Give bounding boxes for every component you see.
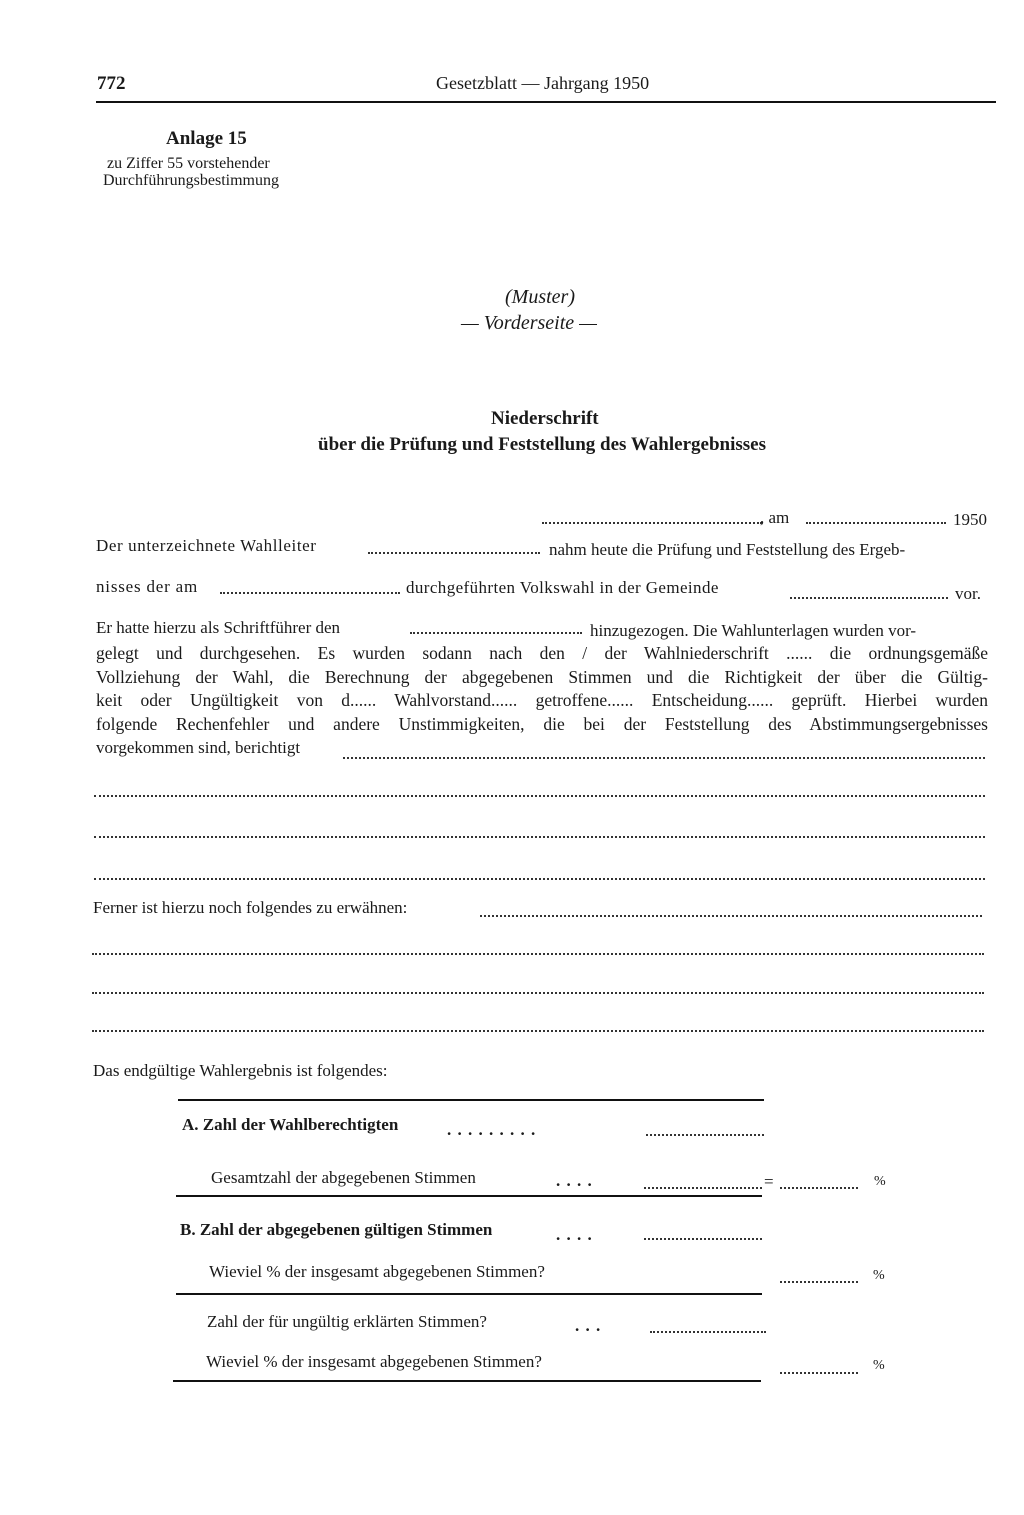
page-number: 772: [97, 73, 126, 94]
corrections-field-3[interactable]: [94, 836, 985, 838]
section-a-label: A. Zahl der Wahlberechtigten: [182, 1115, 399, 1134]
section-b-label: B. Zahl der abgegebenen gültigen Stimmen: [180, 1220, 493, 1239]
remarks-field-3[interactable]: [92, 992, 984, 994]
body-line-8: vorgekommen sind, berichtigt: [96, 738, 301, 757]
valid-percent-label: Wieviel % der insgesamt abgegebenen Stimmen?: [209, 1262, 545, 1281]
annex-line-2: Durchführungsbestimmung: [103, 172, 279, 189]
document-subtitle: über die Prüfung und Feststellung des Wahlergebnisses: [318, 434, 766, 455]
eligible-voters-field[interactable]: [646, 1134, 764, 1136]
body-line-2c: vor.: [955, 584, 981, 603]
total-equals-sign: =: [764, 1172, 774, 1191]
invalid-percent-label: Wieviel % der insgesamt abgegebenen Stimmen?: [206, 1352, 542, 1371]
secretary-field[interactable]: [410, 632, 582, 634]
body-line-6: keit oder Ungültigkeit von d...... Wahlvorstand...... getroffene...... Entscheidung...... geprüft. Hierbei wurden: [96, 690, 988, 710]
total-percent-sign: %: [874, 1174, 886, 1189]
document-title: Niederschrift: [491, 408, 599, 429]
result-rule-top: [178, 1099, 764, 1101]
header-rule: [96, 101, 996, 103]
side-label: — Vorderseite —: [461, 312, 597, 334]
body-line-2a: nisses der am: [96, 577, 198, 596]
total-votes-label: Gesamtzahl der abgegebenen Stimmen: [211, 1168, 476, 1187]
body-line-5: Vollziehung der Wahl, die Berechnung der abgegebenen Stimmen und die Richtigkeit der über die Gültig-: [96, 667, 988, 687]
invalid-percent-field[interactable]: [780, 1372, 858, 1374]
body-line-2b: durchgeführten Volkswahl in der Gemeinde: [406, 578, 719, 597]
muster-label: (Muster): [505, 286, 575, 308]
result-rule-b: [176, 1293, 762, 1295]
body-line-1b: nahm heute die Prüfung und Feststellung des Ergeb-: [549, 540, 906, 559]
section-b-leader: . . . .: [556, 1225, 593, 1244]
remarks-label: Ferner ist hierzu noch folgendes zu erwähnen:: [93, 898, 408, 917]
page-header-title: Gesetzblatt — Jahrgang 1950: [436, 73, 650, 93]
date-year: 1950: [953, 510, 987, 529]
corrections-field-2[interactable]: [94, 795, 985, 797]
valid-votes-field[interactable]: [644, 1238, 762, 1240]
result-intro: Das endgültige Wahlergebnis ist folgendes:: [93, 1061, 388, 1080]
body-line-4: gelegt und durchgesehen. Es wurden sodann nach den / der Wahlniederschrift ...... die ordnungsgemäße: [96, 643, 988, 663]
body-line-1a: Der unterzeichnete Wahlleiter: [96, 536, 317, 555]
body-line-3a: Er hatte hierzu als Schriftführer den: [96, 618, 341, 637]
invalid-percent-sign: %: [873, 1358, 885, 1373]
body-line-3b: hinzugezogen. Die Wahlunterlagen wurden vor-: [590, 621, 917, 640]
total-votes-field[interactable]: [644, 1187, 762, 1189]
total-percent-field[interactable]: [780, 1187, 858, 1189]
body-line-7: folgende Rechenfehler und andere Unstimmigkeiten, die bei der Feststellung des Abstimmungsergebnisses: [96, 714, 988, 734]
election-date-field[interactable]: [220, 592, 400, 594]
remarks-field-4[interactable]: [92, 1030, 984, 1032]
valid-percent-sign: %: [873, 1268, 885, 1283]
municipality-field[interactable]: [790, 597, 948, 599]
remarks-field-1[interactable]: [480, 915, 982, 917]
election-leader-field[interactable]: [368, 552, 540, 554]
date-field[interactable]: [806, 522, 946, 524]
result-rule-bottom: [173, 1380, 761, 1382]
invalid-votes-label: Zahl der für ungültig erklärten Stimmen?: [207, 1312, 487, 1331]
remarks-field-2[interactable]: [92, 953, 984, 955]
result-rule-a: [176, 1195, 762, 1197]
date-am-label: , am: [760, 508, 790, 527]
corrections-field-1[interactable]: [343, 757, 985, 759]
invalid-votes-field[interactable]: [650, 1331, 766, 1333]
section-a-leader: . . . . . . . . .: [447, 1120, 537, 1139]
annex-line-1: zu Ziffer 55 vorstehender: [107, 155, 270, 172]
invalid-votes-leader: . . .: [575, 1316, 602, 1335]
annex-title: Anlage 15: [166, 128, 247, 149]
valid-percent-field[interactable]: [780, 1281, 858, 1283]
place-field[interactable]: [542, 522, 762, 524]
total-votes-leader: . . . .: [556, 1171, 593, 1190]
corrections-field-4[interactable]: [94, 878, 985, 880]
